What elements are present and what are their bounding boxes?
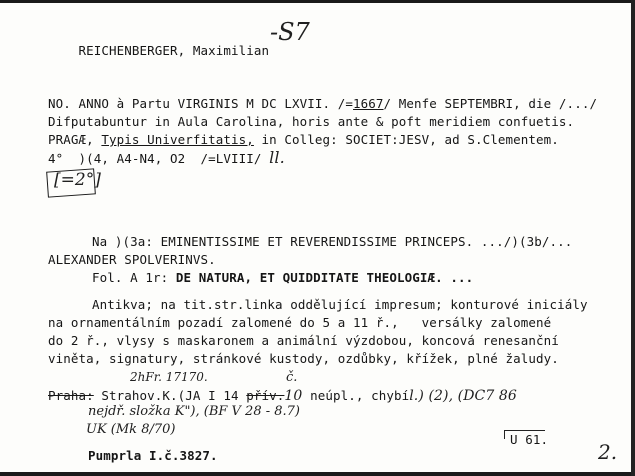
author-heading: [48, 27, 269, 75]
author-handwritten-note: -S7: [270, 18, 310, 46]
holdings-hand-line-2: nejdř. složka K"), (BF V 28 - 8.7): [88, 404, 301, 419]
description-line-2: na ornamentálním pozadí zalomené do 5 a 11 ř., versálky zalomené: [48, 315, 552, 330]
imprint-printer: Typis Univerfitatis,: [101, 132, 254, 147]
imprint-hand-note: ll.: [269, 148, 285, 167]
card-right-edge: [631, 0, 635, 476]
collation-line-1: Na )(3a: EMINENTISSIME ET REVERENDISSIME PRINCEPS. .../)(3b/...: [92, 234, 573, 249]
hand-note-above-1: 2hFr. 17170.: [130, 370, 208, 384]
description-line-3: do 2 ř., vlysy s maskaronem a animální výzdobou, koncová renesanční: [48, 333, 559, 348]
praha-struck: Praha:: [48, 388, 94, 403]
hand-note-above-2: č.: [286, 370, 298, 385]
collation-title: DE NATURA, ET QUIDDITATE THEOLOGIÆ. ...: [175, 270, 474, 285]
card-number: 2.: [598, 440, 618, 464]
imprint-line-4: 4° )(4, A4-N4, O2 /=LVIII/ ll.: [48, 148, 285, 167]
collation-line-3: Fol. A 1r: DE NATURA, ET QUIDDITATE THEOLOGIÆ. ...: [92, 270, 474, 285]
imprint-year: 1667: [353, 96, 384, 111]
collation-line-2: ALEXANDER SPOLVERINVS.: [48, 252, 216, 267]
struck-word: přív.: [246, 388, 285, 403]
shelf-sign: U 61.: [510, 432, 549, 447]
holdings-line: Praha: Strahov.K.(JA I 14 přív.10 neúpl., chybíl.) (2), (DC7 86: [48, 388, 522, 404]
description-line-1: Antikva; na tit.str.linka oddělující impresum; konturové iniciály: [92, 297, 588, 312]
author-name: REICHENBERGER, Maximilian: [78, 43, 270, 58]
holdings-hand-line-3: UK (Mk 8/70): [86, 422, 176, 437]
imprint-line-2: Difputabuntur in Aula Carolina, horis ante & poft meridiem confuetis.: [48, 114, 575, 129]
boxed-note-text: [=2°]: [54, 170, 101, 190]
description-line-4: viněta, signatury, stránkové kustody, ozdůbky, křížek, plné žaludy.: [48, 351, 559, 366]
card-bottom-edge: [0, 472, 635, 476]
pumprla-reference: Pumprla I.č.3827.: [88, 448, 218, 463]
card-top-edge: [0, 0, 635, 3]
imprint-line-3: PRAGÆ, Typis Univerfitatis, in Colleg: SOCIET:JESV, ad S.Clementem.: [48, 132, 559, 147]
imprint-line-1: NO. ANNO à Partu VIRGINIS M DC LXVII. /=1667/ Menfe SEPTEMBRI, die /.../: [48, 96, 598, 111]
